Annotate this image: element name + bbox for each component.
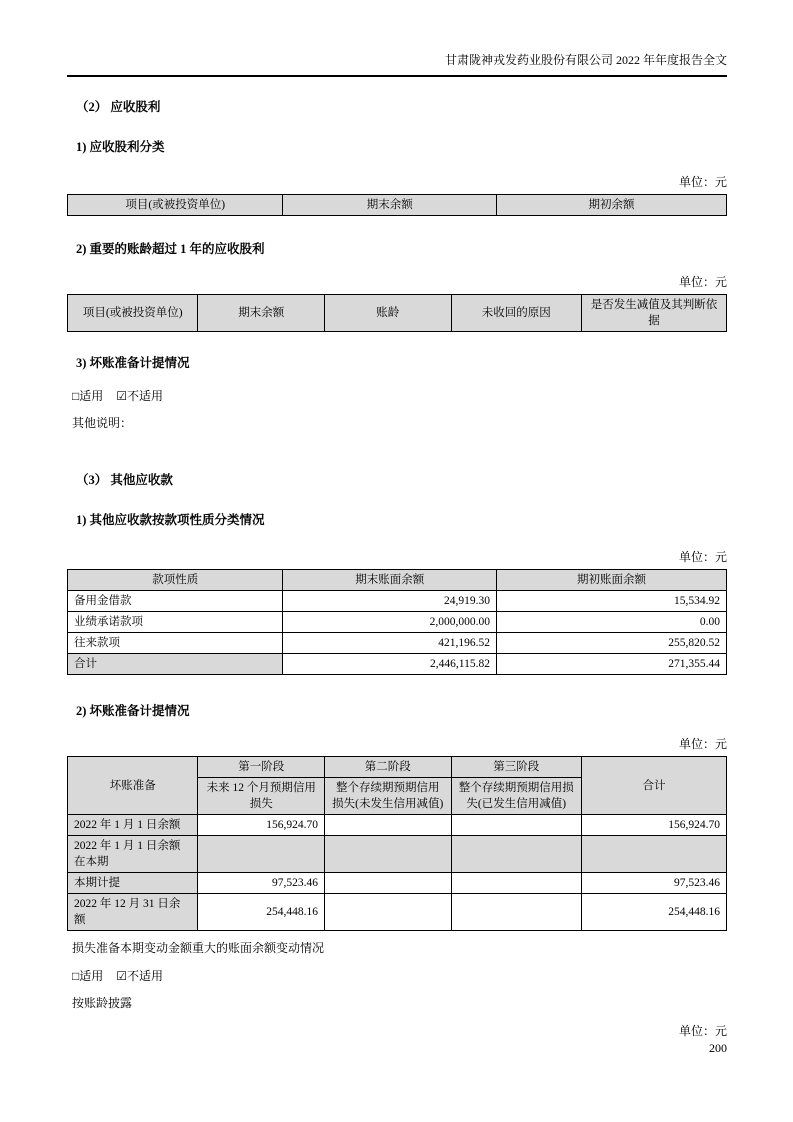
amount-cell: 2,446,115.82 xyxy=(283,654,497,675)
column-header: 未收回的原因 xyxy=(451,295,581,332)
amount-cell: 156,924.70 xyxy=(198,815,325,836)
table-header-row xyxy=(68,757,727,778)
table-row xyxy=(68,612,727,633)
section-heading-dividends: （2） 应收股利 xyxy=(76,100,161,114)
page-number: 200 xyxy=(709,1041,727,1055)
checkbox-applicable: □适用 xyxy=(72,389,104,403)
column-header: 期末余额 xyxy=(198,295,325,332)
amount-cell xyxy=(451,873,581,894)
header-title: 甘肃陇神戎发药业股份有限公司 2022 年年度报告全文 xyxy=(444,53,727,67)
amount-cell: 255,820.52 xyxy=(497,633,727,654)
amount-cell: 421,196.52 xyxy=(283,633,497,654)
amount-cell: 156,924.70 xyxy=(581,815,726,836)
checkbox-not-applicable: ☑不适用 xyxy=(116,389,164,403)
stage-subheader: 未来 12 个月预期信用损失 xyxy=(198,778,325,815)
overdue-dividends-table xyxy=(67,294,727,332)
row-label: 2022 年 1 月 1 日余额在本期 xyxy=(68,836,198,873)
amount-cell xyxy=(198,836,325,873)
subheading-dividend-classification: 1) 应收股利分类 xyxy=(76,140,165,154)
amount-cell xyxy=(324,894,451,931)
page-content xyxy=(67,0,727,1039)
stage-subheader: 整个存续期预期信用损失(未发生信用减值) xyxy=(324,778,451,815)
table-row xyxy=(68,836,727,873)
amount-cell xyxy=(324,873,451,894)
amount-cell: 254,448.16 xyxy=(581,894,726,931)
total-header: 合计 xyxy=(581,757,726,815)
unit-label: 单位：元 xyxy=(678,737,727,751)
nature-classification-table xyxy=(67,569,727,675)
amount-cell: 254,448.16 xyxy=(198,894,325,931)
row-label: 2022 年 1 月 1 日余额 xyxy=(68,815,198,836)
amount-cell: 271,355.44 xyxy=(497,654,727,675)
amount-cell: 24,919.30 xyxy=(283,591,497,612)
column-header: 期初余额 xyxy=(497,195,727,216)
table-header-row xyxy=(68,195,727,216)
total-row-label: 合计 xyxy=(68,654,283,675)
unit-label: 单位：元 xyxy=(678,1024,727,1038)
column-header: 账龄 xyxy=(324,295,451,332)
applicability-line xyxy=(67,388,727,404)
column-header: 期初账面余额 xyxy=(497,570,727,591)
stage-subheader: 整个存续期预期信用损失(已发生信用减值) xyxy=(451,778,581,815)
page-header xyxy=(67,0,727,77)
subheading-nature-classification: 1) 其他应收款按款项性质分类情况 xyxy=(76,513,265,527)
applicability-line xyxy=(67,968,727,984)
unit-label: 单位：元 xyxy=(678,275,727,289)
amount-cell: 2,000,000.00 xyxy=(283,612,497,633)
amount-cell xyxy=(451,894,581,931)
column-header: 期末账面余额 xyxy=(283,570,497,591)
unit-label: 单位：元 xyxy=(678,175,727,189)
amount-cell: 97,523.46 xyxy=(581,873,726,894)
aging-disclosure-label: 按账龄披露 xyxy=(72,996,133,1010)
table-row xyxy=(68,591,727,612)
stage-header: 第三阶段 xyxy=(451,757,581,778)
stage-header: 第一阶段 xyxy=(198,757,325,778)
amount-cell: 0.00 xyxy=(497,612,727,633)
column-header: 款项性质 xyxy=(68,570,283,591)
subheading-bad-debt-provision-2: 2) 坏账准备计提情况 xyxy=(76,704,190,718)
table-header-row xyxy=(68,295,727,332)
unit-label: 单位：元 xyxy=(678,550,727,564)
bad-debt-stages-table xyxy=(67,756,727,931)
amount-cell xyxy=(324,836,451,873)
row-label: 备用金借款 xyxy=(68,591,283,612)
corner-header: 坏账准备 xyxy=(68,757,198,815)
amount-cell: 97,523.46 xyxy=(198,873,325,894)
other-note-label: 其他说明： xyxy=(72,416,133,430)
subheading-bad-debt-provision: 3) 坏账准备计提情况 xyxy=(76,356,190,370)
section-heading-other-receivables: （3） 其他应收款 xyxy=(76,473,173,487)
row-label: 往来款项 xyxy=(68,633,283,654)
amount-cell xyxy=(324,815,451,836)
row-label: 2022 年 12 月 31 日余额 xyxy=(68,894,198,931)
checkbox-not-applicable: ☑不适用 xyxy=(116,969,164,983)
loss-change-note: 损失准备本期变动金额重大的账面余额变动情况 xyxy=(72,941,325,955)
amount-cell: 15,534.92 xyxy=(497,591,727,612)
amount-cell xyxy=(581,836,726,873)
column-header: 项目(或被投资单位) xyxy=(68,295,198,332)
table-total-row xyxy=(68,654,727,675)
table-row xyxy=(68,873,727,894)
table-row xyxy=(68,894,727,931)
subheading-overdue-dividends: 2) 重要的账龄超过 1 年的应收股利 xyxy=(76,242,265,256)
table-row xyxy=(68,815,727,836)
stage-header: 第二阶段 xyxy=(324,757,451,778)
row-label: 本期计提 xyxy=(68,873,198,894)
table-row xyxy=(68,633,727,654)
amount-cell xyxy=(451,815,581,836)
dividend-classification-table xyxy=(67,194,727,216)
column-header: 期末余额 xyxy=(283,195,497,216)
column-header: 是否发生减值及其判断依据 xyxy=(581,295,726,332)
checkbox-applicable: □适用 xyxy=(72,969,104,983)
table-header-row xyxy=(68,570,727,591)
row-label: 业绩承诺款项 xyxy=(68,612,283,633)
column-header: 项目(或被投资单位) xyxy=(68,195,283,216)
amount-cell xyxy=(451,836,581,873)
